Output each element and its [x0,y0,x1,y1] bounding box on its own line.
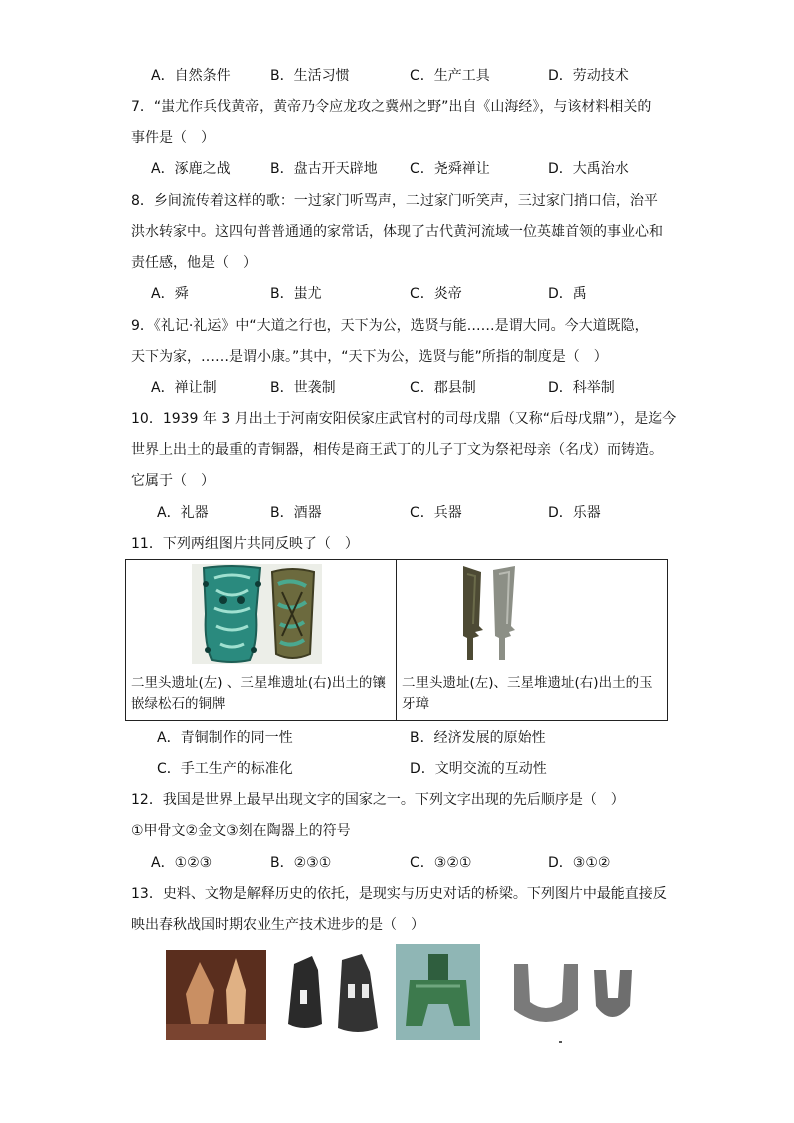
q8-options [0,284,794,304]
q11-option-a[interactable]: A．青铜制作的同一性 [157,730,293,746]
q12-option-b[interactable]: B．②③① [270,855,332,871]
q10-option-b[interactable]: B．酒器 [270,505,322,521]
q11-left-cell [126,560,397,721]
q7-option-a[interactable]: A．涿鹿之战 [151,161,231,177]
q6-option-b[interactable]: B．生活习惯 [270,68,350,84]
q9-option-b[interactable]: B．世袭制 [270,380,336,396]
q8-option-b[interactable]: B．蚩尤 [270,286,322,302]
q12-option-d[interactable]: D．③①② [548,855,611,871]
q10-options [0,503,794,523]
q8-stem-line3: 责任感，他是（ ） [131,255,257,271]
q10-stem-line3: 它属于（ ） [131,473,215,489]
turquoise-plaques-image [192,564,322,664]
q12-stem: 12．我国是世界上最早出现文字的国家之一。下列文字出现的先后顺序是（ ） [131,792,625,808]
q10-option-a[interactable]: A．礼器 [157,505,209,521]
q9-stem-line1: 9．《礼记·礼运》中“大道之行也，天下为公，选贤与能……是谓大同。今大道既隐， [131,318,649,334]
q11-options-row2 [0,759,794,779]
q12-options [0,853,794,873]
q11-left-caption: 二里头遗址(左) 、三星堆遗址(右)出土的镶嵌绿松石的铜牌 [131,675,386,712]
q6-option-c[interactable]: C．生产工具 [410,68,490,84]
q12-option-a[interactable]: A．①②③ [151,855,213,871]
q9-stem-line2: 天下为家，……是谓小康。”其中，“天下为公，选贤与能”所指的制度是（ ） [131,349,608,365]
q7-stem-line2: 事件是（ ） [131,130,215,146]
q7-options [0,159,794,179]
bronze-spade-image [396,944,480,1040]
q10-stem-line1: 10．1939 年 3 月出土于河南安阳侯家庄武官村的司母戊鼎（又称“后母戊鼎”），是迄今 [131,411,677,427]
erlitou-plaque [203,566,261,662]
q12-items: ①甲骨文②金文③刻在陶器上的符号 [131,823,351,839]
small-dot-mark [559,1041,562,1043]
q9-option-a[interactable]: A．禅让制 [151,380,217,396]
q9-option-c[interactable]: C．郡县制 [410,380,476,396]
q10-option-c[interactable]: C．兵器 [410,505,462,521]
q7-option-d[interactable]: D．大禹治水 [548,161,629,177]
q6-option-a[interactable]: A．自然条件 [151,68,231,84]
iron-hoe-image [278,950,386,1038]
q12-option-c[interactable]: C．③②① [410,855,472,871]
q13-stem-line2: 映出春秋战国时期农业生产技术进步的是（ ） [131,917,425,933]
q8-option-c[interactable]: C．炎帝 [410,286,462,302]
jade-yazhang-image [457,564,523,664]
q8-option-a[interactable]: A．舜 [151,286,189,302]
q8-stem-line1: 8．乡间流传着这样的歌：一过家门听骂声，二过家门听笑声，三过家门捎口信，治平 [131,193,658,209]
q11-option-c[interactable]: C．手工生产的标准化 [157,761,293,777]
q11-figure-table [125,559,668,721]
q11-options-row1 [0,728,794,748]
q11-option-d[interactable]: D．文明交流的互动性 [410,761,547,777]
q11-option-b[interactable]: B．经济发展的原始性 [410,730,546,746]
q6-options [0,66,794,86]
q7-option-b[interactable]: B．盘古开天辟地 [270,161,378,177]
q7-stem-line1: 7．“蚩尤作兵伐黄帝，黄帝乃令应龙攻之冀州之野”出自《山海经》，与该材料相关的 [131,99,652,115]
sanxingdui-plaque [272,569,314,658]
q8-option-d[interactable]: D．禹 [548,286,587,302]
q11-stem: 11．下列两组图片共同反映了（ ） [131,536,359,552]
q10-option-d[interactable]: D．乐器 [548,505,601,521]
q11-right-cell [397,560,668,721]
q9-options [0,378,794,398]
q7-option-c[interactable]: C．尧舜禅让 [410,161,490,177]
stone-tools-image [166,950,266,1040]
q8-stem-line2: 洪水转家中。这四句普普通通的家常话，体现了古代黄河流域一位英雄首领的事业心和 [131,224,663,240]
q10-stem-line2: 世界上出土的最重的青铜器，相传是商王武丁的儿子丁文为祭祀母亲（名戊）而铸造。 [131,442,663,458]
q9-option-d[interactable]: D．科举制 [548,380,615,396]
q13-stem-line1: 13．史料、文物是解释历史的依托，是现实与历史对话的桥梁。下列图片中最能直接反 [131,886,667,902]
iron-plough-image [508,958,640,1036]
q6-option-d[interactable]: D．劳动技术 [548,68,629,84]
q11-right-caption: 二里头遗址(左)、三星堆遗址(右)出土的玉牙璋 [402,675,653,712]
